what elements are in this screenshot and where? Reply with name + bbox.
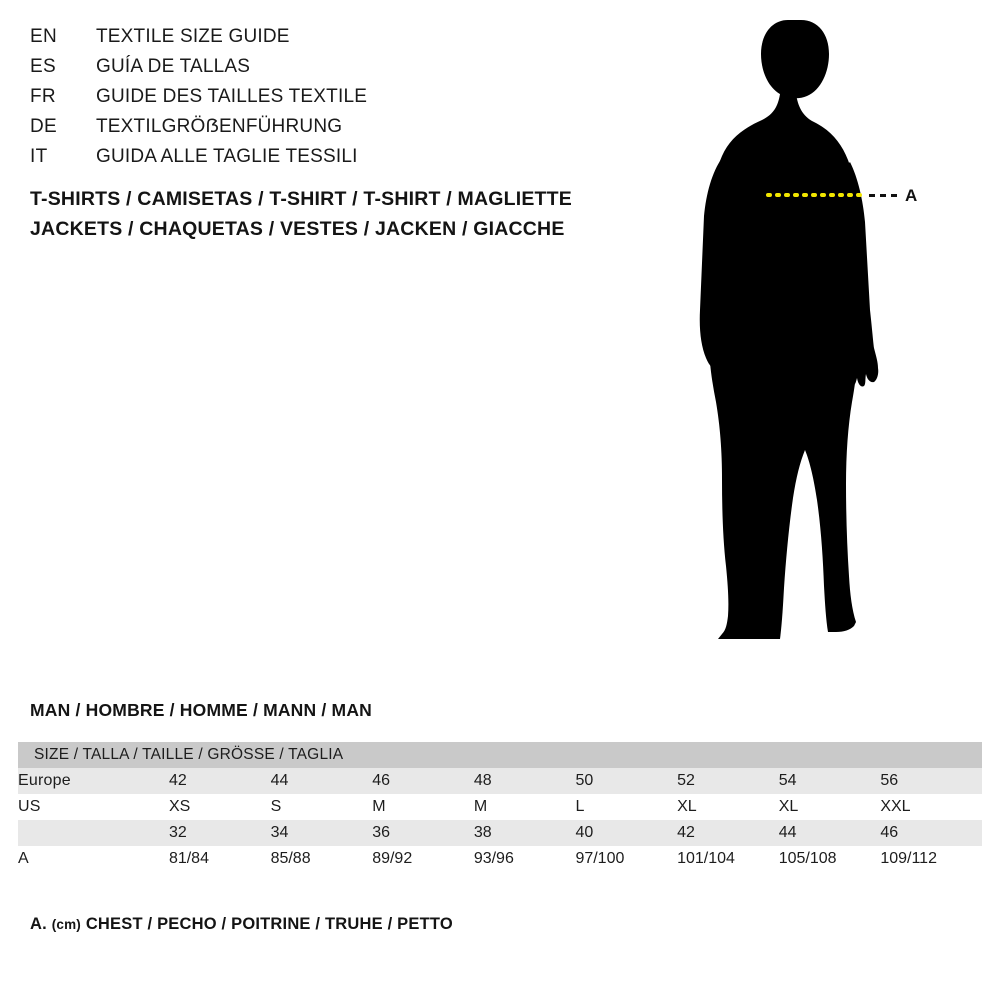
- cell-europe-8: 56: [880, 768, 982, 794]
- cell-europe-4: 48: [474, 768, 576, 794]
- footnote-text: CHEST / PECHO / POITRINE / TRUHE / PETTO: [85, 915, 453, 933]
- language-code: FR: [30, 86, 56, 107]
- cell-us-5: L: [575, 794, 677, 820]
- language-text: TEXTILGRÖẞENFÜHRUNG: [96, 116, 343, 137]
- language-text: GUÍA DE TALLAS: [96, 56, 251, 77]
- cell-europe-1: 42: [169, 768, 271, 794]
- category-jackets: JACKETS / CHAQUETAS / VESTES / JACKEN / GIACCHE: [30, 218, 565, 240]
- table-row: [18, 768, 982, 794]
- cell-us-8: XXL: [880, 794, 982, 820]
- cell-a-8: 109/112: [880, 846, 982, 872]
- cell-num-8: 46: [880, 820, 982, 846]
- footnote-unit: (cm): [51, 917, 82, 932]
- cell-num-4: 38: [474, 820, 576, 846]
- row-label-us: US: [18, 794, 169, 820]
- cell-europe-3: 46: [372, 768, 474, 794]
- cell-a-3: 89/92: [372, 846, 474, 872]
- table-row: [18, 794, 982, 820]
- category-tshirts: T-SHIRTS / CAMISETAS / T-SHIRT / T-SHIRT / MAGLIETTE: [30, 188, 572, 210]
- cell-us-2: S: [271, 794, 373, 820]
- measure-label-a: A: [905, 186, 918, 205]
- table-row: [18, 820, 982, 846]
- cell-a-4: 93/96: [474, 846, 576, 872]
- cell-a-6: 101/104: [677, 846, 779, 872]
- cell-us-1: XS: [169, 794, 271, 820]
- language-text: GUIDE DES TAILLES TEXTILE: [96, 86, 368, 107]
- cell-europe-2: 44: [271, 768, 373, 794]
- language-code: DE: [30, 116, 57, 137]
- cell-num-1: 32: [169, 820, 271, 846]
- row-label-europe: Europe: [18, 768, 169, 794]
- cell-num-2: 34: [271, 820, 373, 846]
- cell-europe-5: 50: [575, 768, 677, 794]
- language-row-de: [30, 116, 630, 146]
- cell-europe-7: 54: [779, 768, 881, 794]
- table-row: [18, 846, 982, 872]
- footnote-prefix: A.: [30, 915, 47, 933]
- cell-us-6: XL: [677, 794, 779, 820]
- cell-a-2: 85/88: [271, 846, 373, 872]
- cell-a-5: 97/100: [575, 846, 677, 872]
- language-row-it: [30, 146, 630, 176]
- row-label-a: A: [18, 846, 169, 872]
- cell-us-7: XL: [779, 794, 881, 820]
- language-row-fr: [30, 86, 630, 116]
- cell-a-7: 105/108: [779, 846, 881, 872]
- language-text: GUIDA ALLE TAGLIE TESSILI: [96, 146, 358, 167]
- measure-leader-line: [869, 194, 899, 197]
- cell-us-3: M: [372, 794, 474, 820]
- row-label-numeric: [18, 820, 169, 846]
- cell-num-3: 36: [372, 820, 474, 846]
- footnote: [30, 915, 453, 934]
- cell-europe-6: 52: [677, 768, 779, 794]
- language-code: ES: [30, 56, 56, 77]
- language-list: [30, 26, 630, 176]
- language-text: TEXTILE SIZE GUIDE: [96, 26, 290, 47]
- cell-a-1: 81/84: [169, 846, 271, 872]
- cell-num-6: 42: [677, 820, 779, 846]
- table-header-label: SIZE / TALLA / TAILLE / GRÖSSE / TAGLIA: [18, 742, 982, 768]
- cell-num-7: 44: [779, 820, 881, 846]
- cell-us-4: M: [474, 794, 576, 820]
- language-code: IT: [30, 146, 48, 167]
- cell-num-5: 40: [575, 820, 677, 846]
- language-row-en: [30, 26, 630, 56]
- language-row-es: [30, 56, 630, 86]
- category-headings: [30, 184, 650, 244]
- table-header-row: [18, 742, 982, 768]
- size-table: [18, 742, 982, 872]
- table-title-man: MAN / HOMBRE / HOMME / MANN / MAN: [30, 700, 372, 720]
- language-code: EN: [30, 26, 57, 47]
- male-silhouette-figure: [660, 10, 990, 660]
